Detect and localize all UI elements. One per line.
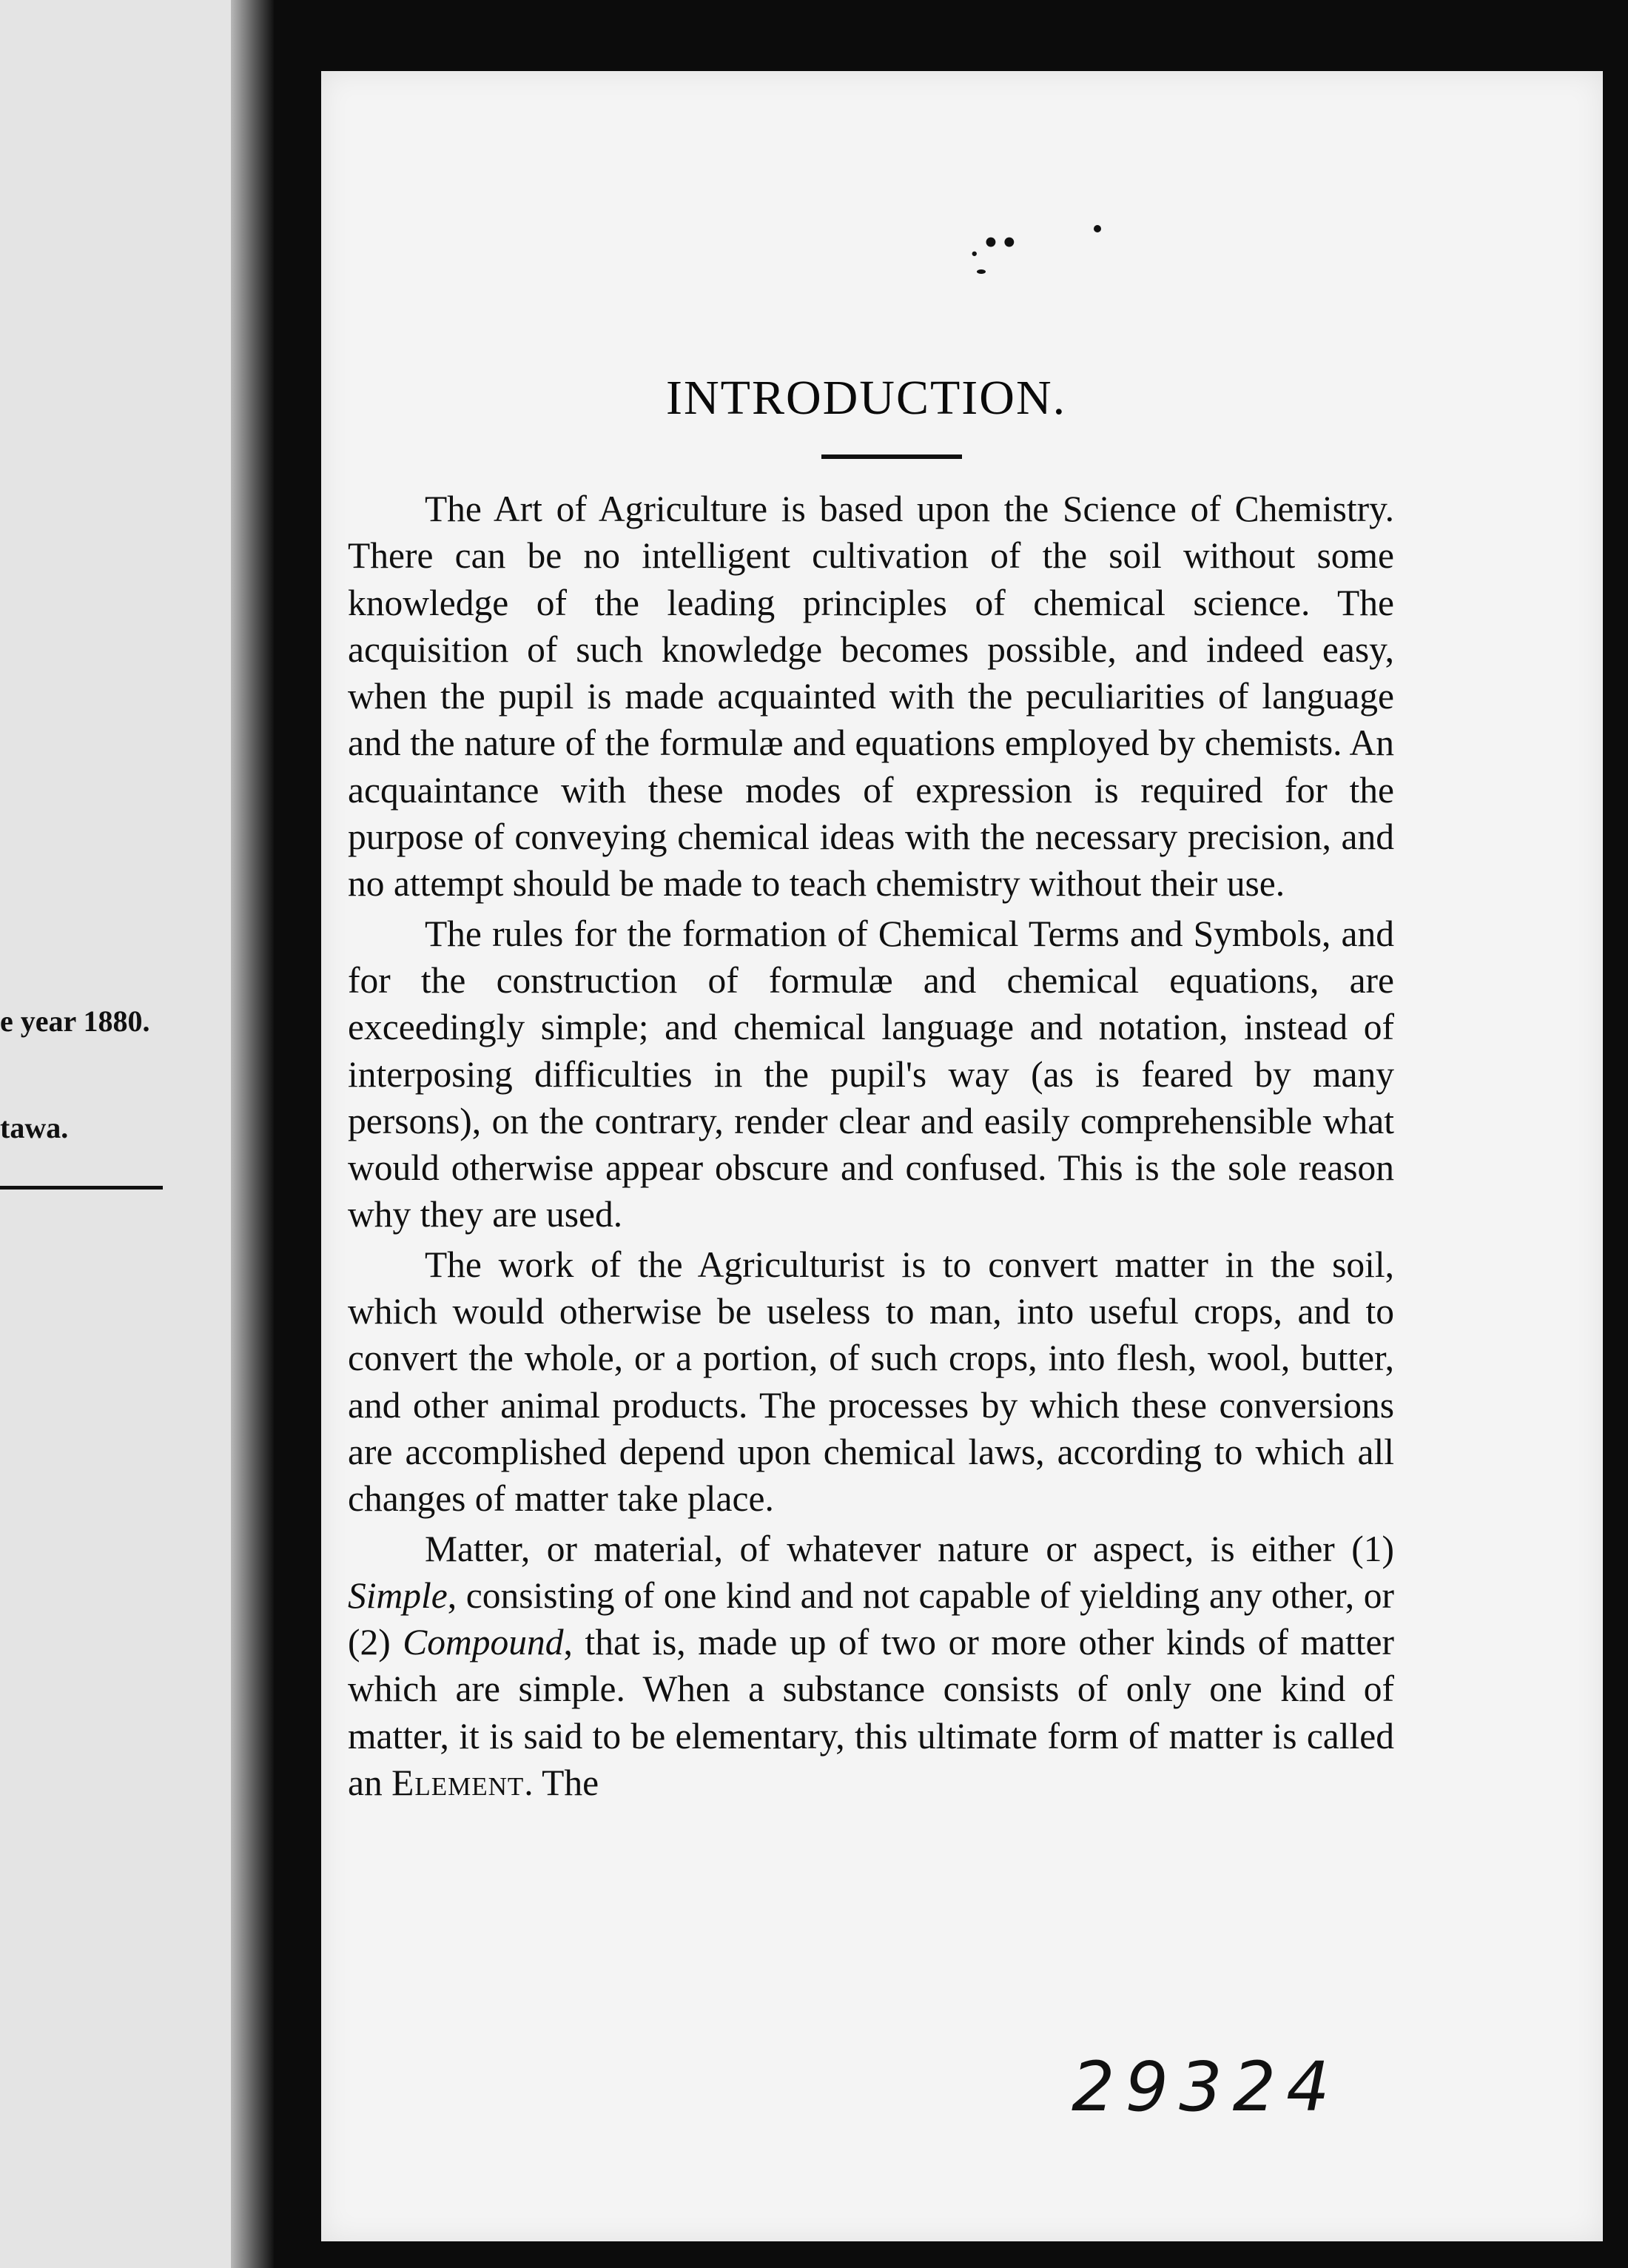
title-rule bbox=[821, 454, 962, 459]
body-text bbox=[348, 486, 1394, 1809]
left-page-bleed-through bbox=[111, 444, 155, 1851]
paragraph-2: The rules for the formation of Chemical Terms and Symbols, and for the construction of formulæ and chemical equations, are exceedingly simple; and chemical language and notation, instead of interposing difficulties in the pupil's way (as is feared by many persons), on the contrary, render clear and easily comprehensible what would otherwise appear obscure and confused. This is the sole reason why they are used. bbox=[348, 913, 1394, 1235]
left-page-rule bbox=[0, 1186, 163, 1190]
paragraph-1: The Art of Agriculture is based upon the Science of Chemistry. There can be no intelligent cultivation of the soil without some knowledge of the leading principles of chemical science. The acquisition of such knowledge becomes possible, and indeed easy, when the pupil is made acquainted with the peculiarities of language and the nature of the formulæ and equations employed by chemists. An acquaintance with these modes of expression is required for the purpose of conveying chemical ideas with the necessary precision, and no attempt should be made to teach chemistry without their use. bbox=[348, 489, 1394, 905]
left-facing-page bbox=[0, 0, 274, 2268]
left-page-place-line: tawa. bbox=[0, 1111, 69, 1144]
ink-speck bbox=[977, 269, 986, 274]
paragraph-4-text: . The bbox=[524, 1762, 599, 1804]
paragraph-4-text: Matter, or material, of whatever nature or aspect, is either (1) bbox=[424, 1528, 1394, 1569]
italic-term-compound: Compound bbox=[403, 1622, 564, 1663]
page-title: INTRODUCTION. bbox=[666, 371, 1067, 425]
top-ornament: .•• bbox=[969, 220, 1021, 264]
left-page-year-line: e year 1880. bbox=[0, 1004, 150, 1038]
paragraph-4-text: , that is, made up of two or more other kinds of matter which are simple. When a substance consists of only one kind of matter, it is said to be elementary, this ultimate form of matter is called an bbox=[348, 1622, 1394, 1804]
page-gutter-shadow bbox=[231, 0, 274, 2268]
handwritten-number: 29324 bbox=[1072, 2047, 1340, 2127]
ink-speck bbox=[1094, 225, 1101, 232]
small-caps-term-element: Element bbox=[391, 1762, 525, 1804]
paragraph-4 bbox=[348, 1526, 1394, 1807]
italic-term-simple: Simple bbox=[348, 1574, 448, 1616]
paragraph-4-text: , consisting of one kind and not capable of yielding any other, or (2) bbox=[348, 1574, 1394, 1663]
paragraph-3: The work of the Agriculturist is to convert matter in the soil, which would otherwise be useless to man, into useful crops, and to convert the whole, or a portion, of such crops, into flesh, wool, butter, and other animal products. The processes by which these conversions are accomplished depend upon chemical laws, according to which all changes of matter take place. bbox=[348, 1244, 1394, 1520]
